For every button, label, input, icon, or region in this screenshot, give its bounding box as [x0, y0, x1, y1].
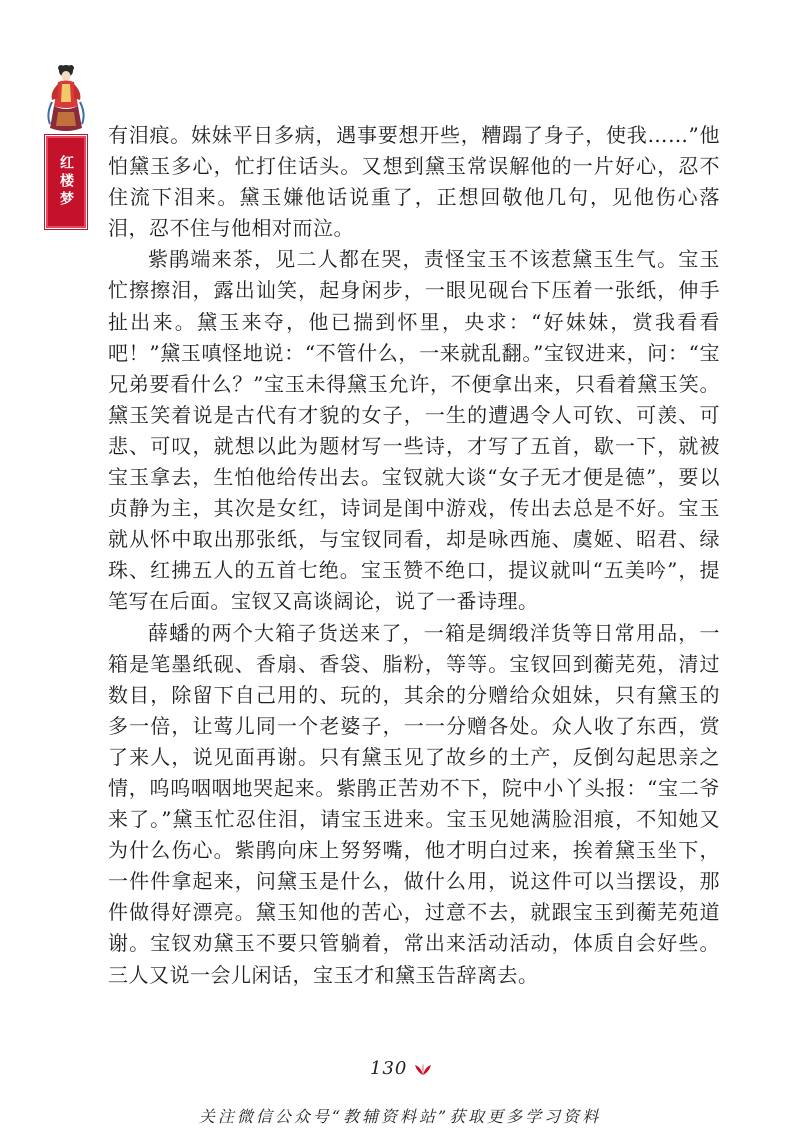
side-decoration — [44, 62, 88, 228]
red-leaf-ornament-icon — [413, 1062, 433, 1076]
body-text — [108, 120, 720, 991]
book-title-tab — [46, 136, 86, 228]
page-number — [370, 1058, 433, 1079]
paragraph-2: 紫鹃端来茶，见二人都在哭，责怪宝玉不该惹黛玉生气。宝玉忙擦擦泪，露出讪笑，起身闲步，一眼见砚台下压着一张纸，伸手扯出来。黛玉来夺，他已揣到怀里，央求：“好妹妹，赏我看看吧！”黛玉嗔怪地说：“不管什么，一来就乱翻。”宝钗进来，问：“宝兄弟要看什么？”宝玉未得黛玉允许，不便拿出来，只看着黛玉笑。黛玉笑着说是古代有才貌的女子，一生的遭遇令人可钦、可羡、可悲、可叹，就想以此为题材写一些诗，才写了五首，歇一下，就被宝玉拿去，生怕他给传出去。宝钗就大谈“女子无才便是德”，要以贞静为主，其次是女红，诗词是闺中游戏，传出去总是不好。宝玉就从怀中取出那张纸，与宝钗同看，却是咏西施、虞姬、昭君、绿珠、红拂五人的五首七绝。宝玉赞不绝口，提议就叫“五美吟”，提笔写在后面。宝钗又高谈阔论，说了一番诗理。 — [108, 247, 720, 614]
paragraph-3: 薛蟠的两个大箱子货送来了，一箱是绸缎洋货等日常用品，一箱是笔墨纸砚、香扇、香袋、脂粉，等等。宝钗回到蘅芜苑，清过数目，除留下自己用的、玩的，其余的分赠给众姐妹，只有黛玉的多一倍，让莺儿同一个老婆子，一一分赠各处。众人收了东西，赏了来人，说见面再谢。只有黛玉见了故乡的土产，反倒勾起思亲之情，呜呜咽咽地哭起来。紫鹃正苦劝不下，院中小丫头报：“宝二爷来了。”黛玉忙忍住泪，请宝玉进来。宝玉见她满脸泪痕，不知她又为什么伤心。紫鹃向床上努努嘴，他才明白过来，挨着黛玉坐下，一件件拿起来，问黛玉是什么，做什么用，说这件可以当摆设，那件做得好漂亮。黛玉知他的苦心，过意不去，就跟宝玉到蘅芜苑道谢。宝钗劝黛玉不要只管躺着，常出来活动活动，体质自会好些。三人又说一会儿闲话，宝玉才和黛玉告辞离去。 — [108, 620, 720, 987]
paragraph-1: 有泪痕。妹妹平日多病，遇事要想开些，糟蹋了身子，使我……”他怕黛玉多心，忙打住话头。又想到黛玉常误解他的一片好心，忍不住流下泪来。黛玉嫌他话说重了，正想回敬他几句，见他伤心落泪，忍不住与他相对而泣。 — [108, 123, 720, 241]
footer-note: 关注微信公众号“教辅资料站”获取更多学习资料 — [198, 1107, 602, 1126]
page-number-text: 130 — [370, 1058, 408, 1079]
book-title-label: 红楼梦 — [58, 155, 74, 209]
lady-figure-icon — [44, 62, 88, 134]
